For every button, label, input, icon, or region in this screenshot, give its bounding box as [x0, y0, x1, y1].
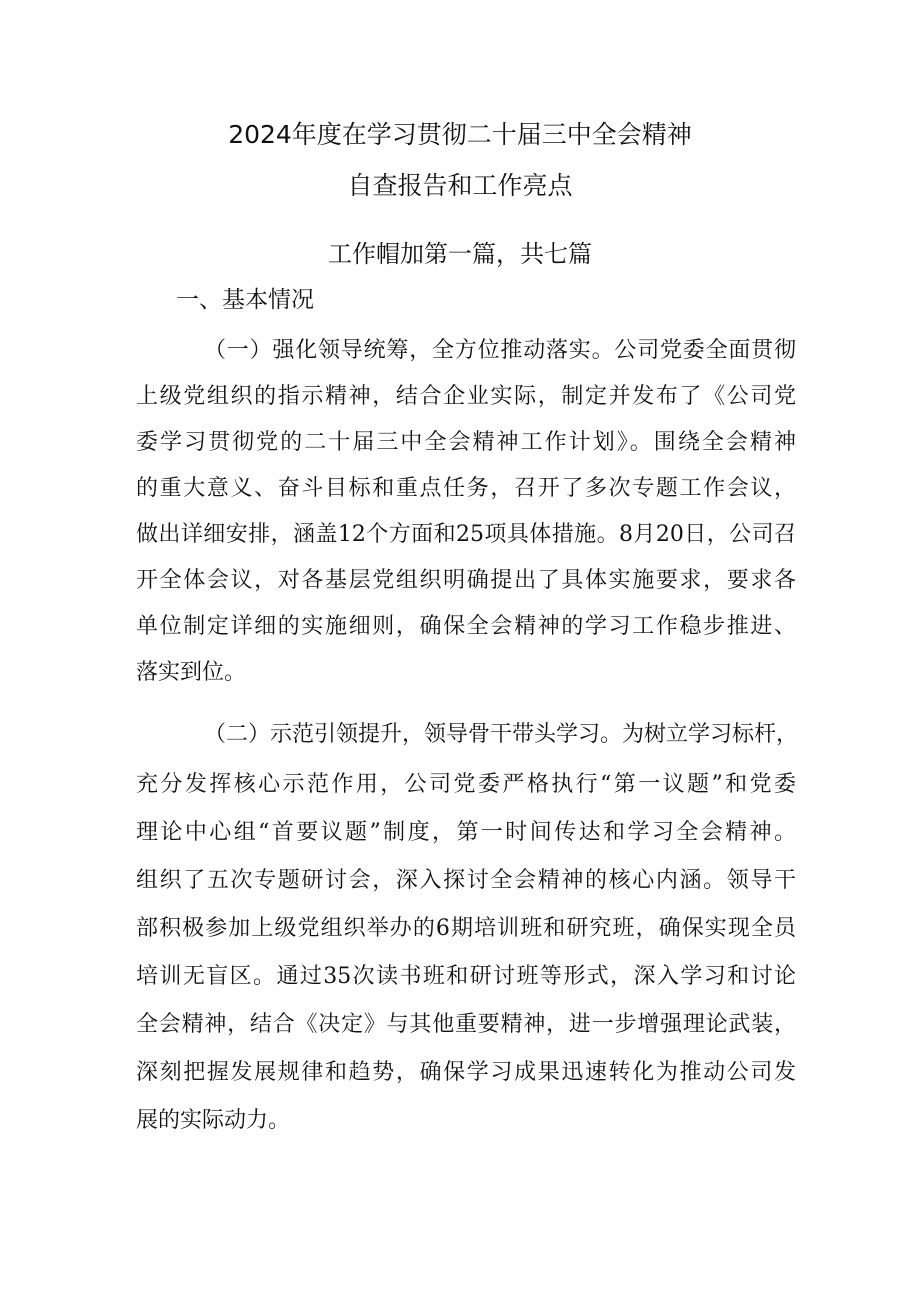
paragraph2-line: 充分发挥核心示范作用，公司党委严格执行“第一议题”和党委: [136, 772, 796, 797]
paragraph1-line: 上级党组织的指示精神，结合企业实际，制定并发布了《公司党: [136, 384, 796, 409]
paragraph2-line: 全会精神，结合《决定》与其他重要精神，进一步增强理论武装，: [136, 1012, 796, 1037]
paragraph2-line: 深刻把握发展规律和趋势，确保学习成果迅速转化为推动公司发: [136, 1060, 796, 1085]
paragraph2-line: 部积极参加上级党组织举办的6期培训班和研究班，确保实现全员: [136, 916, 796, 941]
paragraph1-line: 做出详细安排，涵盖12个方面和25项具体措施。8月20日，公司召: [136, 522, 796, 547]
document-title-line1: 2024年度在学习贯彻二十届三中全会精神: [228, 120, 692, 149]
document-title-line2: 自查报告和工作亮点: [347, 171, 573, 200]
paragraph2-line: 组织了五次专题研讨会，深入探讨全会精神的核心内涵。领导干: [136, 868, 796, 893]
paragraph2-line: 展的实际动力。: [136, 1108, 291, 1133]
paragraph2-line: （二）示范引领提升，领导骨干带头学习。为树立学习标杆，: [204, 722, 799, 747]
paragraph1-line: 的重大意义、奋斗目标和重点任务，召开了多次专题工作会议，: [136, 476, 796, 501]
paragraph1-line: （一）强化领导统筹，全方位推动落实。公司党委全面贯彻: [204, 338, 796, 363]
document-subtitle: 工作帽加第一篇，共七篇: [328, 240, 592, 268]
paragraph1-line: 单位制定详细的实施细则，确保全会精神的学习工作稳步推进、: [136, 614, 796, 639]
paragraph2-line: 理论中心组“首要议题”制度，第一时间传达和学习全会精神。: [136, 820, 796, 845]
paragraph1-line: 委学习贯彻党的二十届三中全会精神工作计划》。围绕全会精神: [136, 430, 796, 455]
section-heading: 一、基本情况: [176, 287, 314, 313]
paragraph1-line: 落实到位。: [136, 660, 247, 685]
paragraph1-line: 开全体会议，对各基层党组织明确提出了具体实施要求，要求各: [136, 568, 796, 593]
paragraph2-line: 培训无盲区。通过35次读书班和研讨班等形式，深入学习和讨论: [136, 964, 796, 989]
